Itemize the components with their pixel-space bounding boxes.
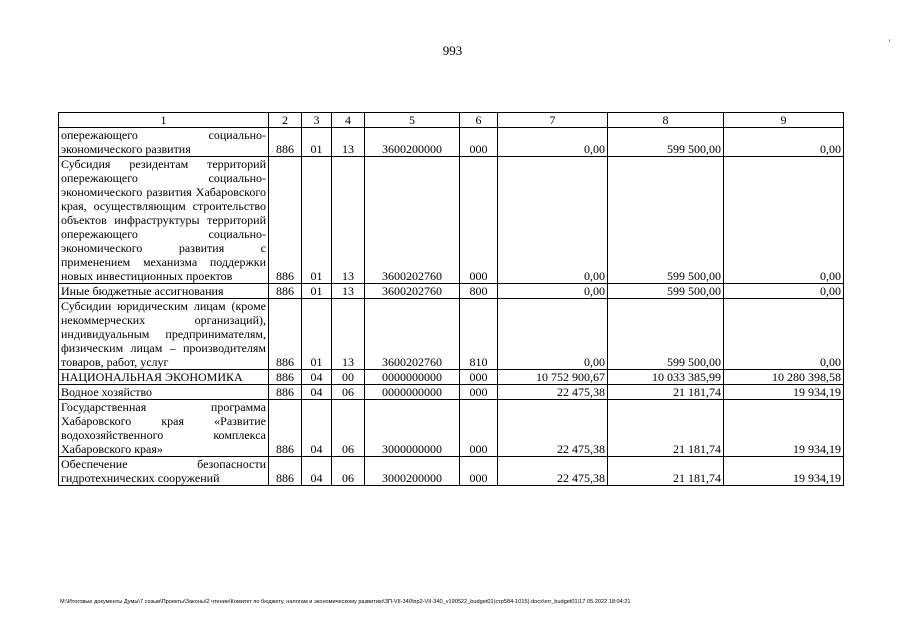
row-amount-col7: 22 475,38 — [498, 385, 608, 400]
column-header-7: 7 — [498, 113, 608, 128]
column-header-9: 9 — [724, 113, 844, 128]
row-expense-type: 000 — [460, 400, 498, 457]
row-name: Субсидии юридическим лицам (кроме некоммерческих организаций), индивидуальным предпринимателям, физическим лицам – производителям товаров, работ, услуг — [59, 299, 269, 370]
margin-mark: ' — [889, 38, 891, 47]
row-amount-col8: 10 033 385,99 — [608, 370, 724, 385]
row-expense-type: 000 — [460, 370, 498, 385]
row-code-admin: 886 — [269, 400, 302, 457]
row-expense-type: 000 — [460, 385, 498, 400]
row-amount-col9: 0,00 — [724, 128, 844, 157]
row-section: 04 — [302, 400, 332, 457]
row-amount-col9: 19 934,19 — [724, 400, 844, 457]
column-header-5: 5 — [365, 113, 460, 128]
table-row — [59, 299, 844, 370]
row-amount-col8: 599 500,00 — [608, 128, 724, 157]
row-name: НАЦИОНАЛЬНАЯ ЭКОНОМИКА — [59, 370, 269, 385]
row-amount-col7: 0,00 — [498, 128, 608, 157]
row-expense-type: 800 — [460, 284, 498, 299]
footer-file-path: M:\Итоговые документы Думы\7 созыв\Проекты\Законы\2 чтение\Комитет по бюджету, налогам и экономическому развитию\ЗП-VII-340\пр2-VII-340_v190522_budget01(стр584-1015).docx\err_budget01\17.05.2022 18:04:21 — [60, 599, 631, 605]
row-subsection: 13 — [332, 157, 365, 284]
column-header-4: 4 — [332, 113, 365, 128]
table-row — [59, 385, 844, 400]
table-row — [59, 457, 844, 486]
row-code-admin: 886 — [269, 284, 302, 299]
table-row — [59, 370, 844, 385]
row-amount-col8: 21 181,74 — [608, 457, 724, 486]
row-section: 04 — [302, 370, 332, 385]
row-code-admin: 886 — [269, 385, 302, 400]
row-amount-col7: 0,00 — [498, 299, 608, 370]
row-name: опережающего социально-экономического развития — [59, 128, 269, 157]
row-target-item: 3600200000 — [365, 128, 460, 157]
table-row — [59, 157, 844, 284]
row-amount-col9: 19 934,19 — [724, 457, 844, 486]
row-amount-col9: 0,00 — [724, 157, 844, 284]
row-expense-type: 000 — [460, 128, 498, 157]
row-code-admin: 886 — [269, 370, 302, 385]
row-amount-col9: 10 280 398,58 — [724, 370, 844, 385]
row-amount-col8: 599 500,00 — [608, 284, 724, 299]
row-target-item: 0000000000 — [365, 370, 460, 385]
row-subsection: 06 — [332, 385, 365, 400]
row-amount-col8: 599 500,00 — [608, 299, 724, 370]
row-code-admin: 886 — [269, 128, 302, 157]
row-amount-col9: 19 934,19 — [724, 385, 844, 400]
row-code-admin: 886 — [269, 299, 302, 370]
row-section: 01 — [302, 284, 332, 299]
row-subsection: 13 — [332, 284, 365, 299]
table-body — [59, 128, 844, 486]
row-name: Субсидия резидентам территорий опережающего социально-экономического развития Хабаровского края, осуществляющим строительство объектов инфраструктуры территорий опережающего социально-экономического развития с применением механизма поддержки новых инвестиционных проектов — [59, 157, 269, 284]
row-section: 01 — [302, 299, 332, 370]
column-header-3: 3 — [302, 113, 332, 128]
row-code-admin: 886 — [269, 157, 302, 284]
row-expense-type: 810 — [460, 299, 498, 370]
row-target-item: 0000000000 — [365, 385, 460, 400]
row-amount-col7: 0,00 — [498, 284, 608, 299]
row-section: 01 — [302, 128, 332, 157]
row-target-item: 3000000000 — [365, 400, 460, 457]
row-amount-col9: 0,00 — [724, 284, 844, 299]
row-target-item: 3600202760 — [365, 157, 460, 284]
row-amount-col7: 10 752 900,67 — [498, 370, 608, 385]
row-expense-type: 000 — [460, 457, 498, 486]
table-row — [59, 400, 844, 457]
table-row — [59, 128, 844, 157]
row-amount-col7: 0,00 — [498, 157, 608, 284]
row-name: Водное хозяйство — [59, 385, 269, 400]
budget-table — [58, 112, 844, 486]
row-amount-col8: 599 500,00 — [608, 157, 724, 284]
row-amount-col7: 22 475,38 — [498, 400, 608, 457]
row-amount-col8: 21 181,74 — [608, 400, 724, 457]
row-subsection: 06 — [332, 457, 365, 486]
row-section: 04 — [302, 385, 332, 400]
row-name: Обеспечение безопасности гидротехнических сооружений — [59, 457, 269, 486]
row-subsection: 13 — [332, 128, 365, 157]
row-amount-col9: 0,00 — [724, 299, 844, 370]
row-subsection: 00 — [332, 370, 365, 385]
column-header-8: 8 — [608, 113, 724, 128]
row-target-item: 3600202760 — [365, 299, 460, 370]
row-amount-col8: 21 181,74 — [608, 385, 724, 400]
row-code-admin: 886 — [269, 457, 302, 486]
column-header-2: 2 — [269, 113, 302, 128]
row-section: 04 — [302, 457, 332, 486]
row-subsection: 06 — [332, 400, 365, 457]
column-number-row — [59, 113, 844, 128]
row-amount-col7: 22 475,38 — [498, 457, 608, 486]
row-target-item: 3600202760 — [365, 284, 460, 299]
column-header-1: 1 — [59, 113, 269, 128]
row-subsection: 13 — [332, 299, 365, 370]
page-number: 993 — [442, 43, 463, 58]
row-section: 01 — [302, 157, 332, 284]
row-expense-type: 000 — [460, 157, 498, 284]
row-name: Иные бюджетные ассигнования — [59, 284, 269, 299]
row-target-item: 3000200000 — [365, 457, 460, 486]
column-header-6: 6 — [460, 113, 498, 128]
row-name: Государственная программа Хабаровского края «Развитие водохозяйственного комплекса Хабаровского края» — [59, 400, 269, 457]
table-row — [59, 284, 844, 299]
